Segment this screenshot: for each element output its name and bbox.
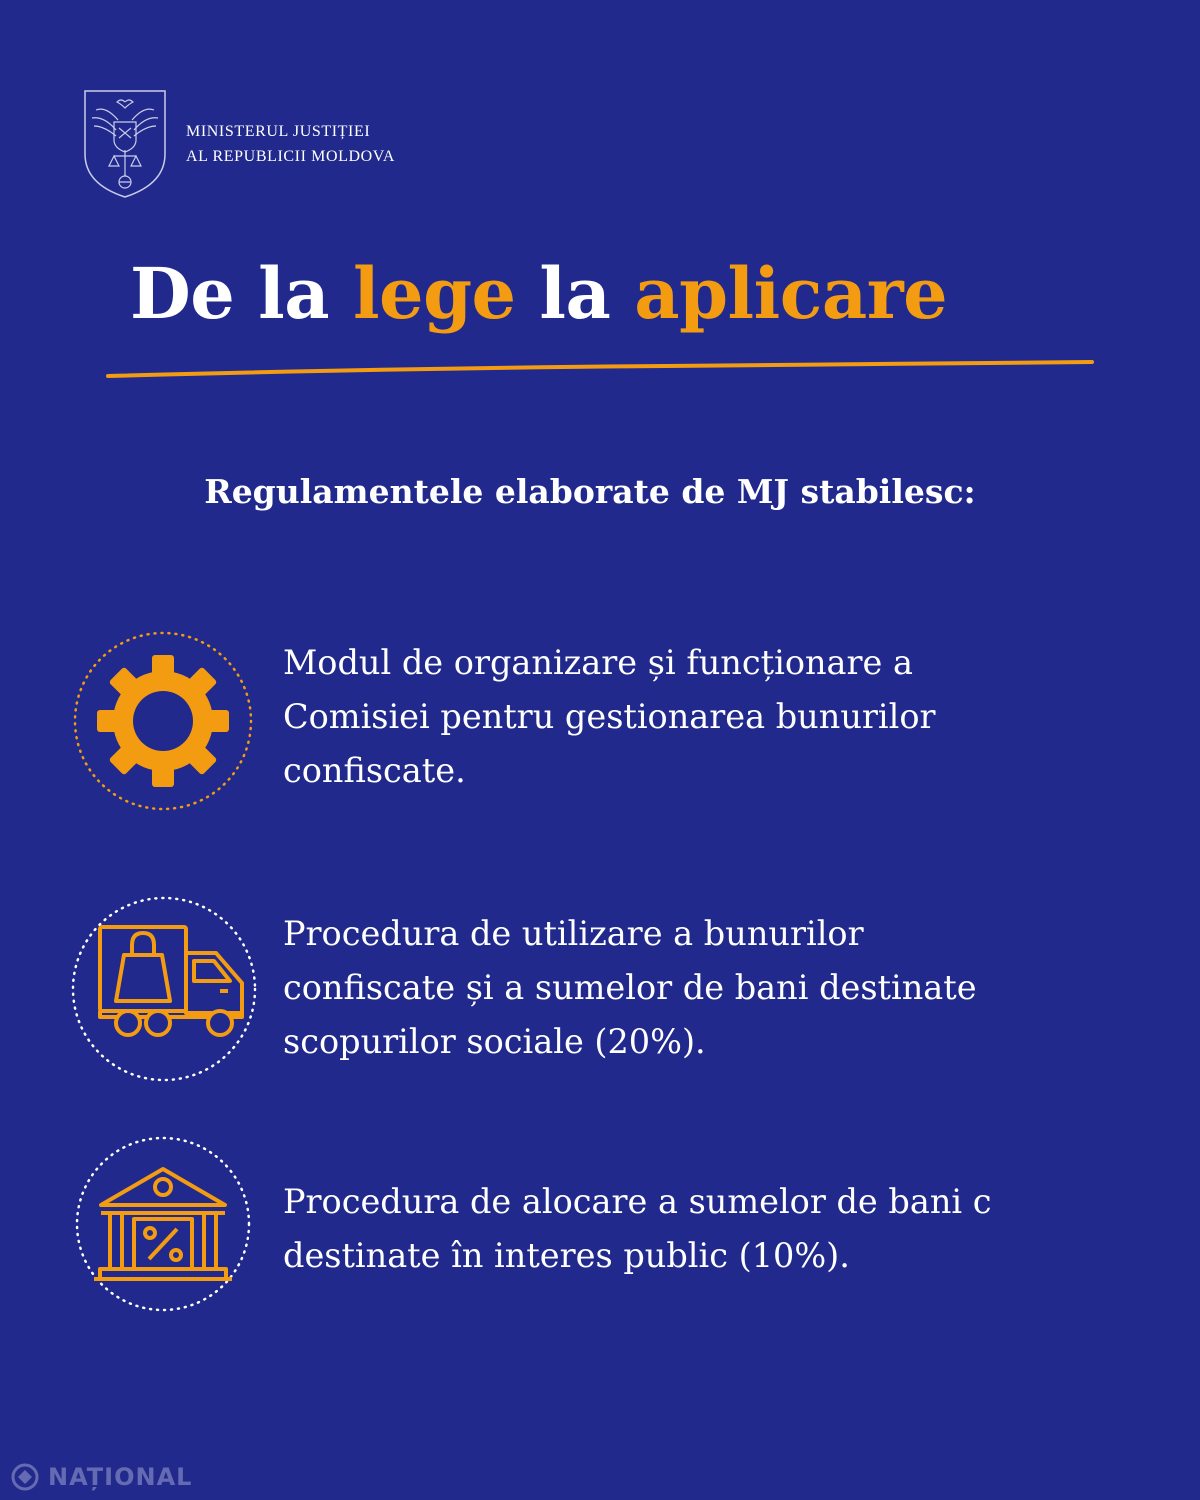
delivery-truck-icon — [70, 895, 258, 1083]
watermark — [10, 1462, 192, 1492]
title-highlight-aplicare: aplicare — [634, 252, 948, 335]
item-line: confiscate și a sumelor de bani destinate — [283, 968, 977, 1007]
title-part-3: la — [515, 252, 635, 335]
bank-percent-icon — [74, 1135, 252, 1313]
item-text — [283, 636, 936, 798]
item-line: Modul de organizare și funcționare a — [283, 643, 913, 682]
title-underline — [106, 352, 1096, 382]
item-line: scopurilor sociale (20%). — [283, 1022, 706, 1061]
watermark-text: NAȚIONAL — [48, 1463, 193, 1491]
header — [82, 88, 395, 200]
organization-name — [186, 119, 395, 169]
item-line: Procedura de alocare a sumelor de bani c — [283, 1182, 992, 1221]
title-part-1: De la — [130, 252, 353, 335]
page-title — [130, 252, 947, 335]
item-line: confiscate. — [283, 751, 466, 790]
item-line: destinate în interes public (10%). — [283, 1236, 850, 1275]
item-text — [283, 1175, 992, 1283]
org-line-1: MINISTERUL JUSTIȚIEI — [186, 123, 371, 140]
gear-icon — [72, 630, 254, 812]
item-line: Procedura de utilizare a bunurilor — [283, 914, 864, 953]
title-highlight-lege: lege — [352, 252, 516, 335]
coat-of-arms-icon — [82, 88, 168, 200]
item-text — [283, 907, 977, 1069]
section-subtitle: Regulamentele elaborate de MJ stabilesc: — [204, 472, 976, 511]
org-line-2: AL REPUBLICII MOLDOVA — [186, 148, 396, 165]
national-logo-icon — [10, 1462, 40, 1492]
item-line: Comisiei pentru gestionarea bunurilor — [283, 697, 936, 736]
